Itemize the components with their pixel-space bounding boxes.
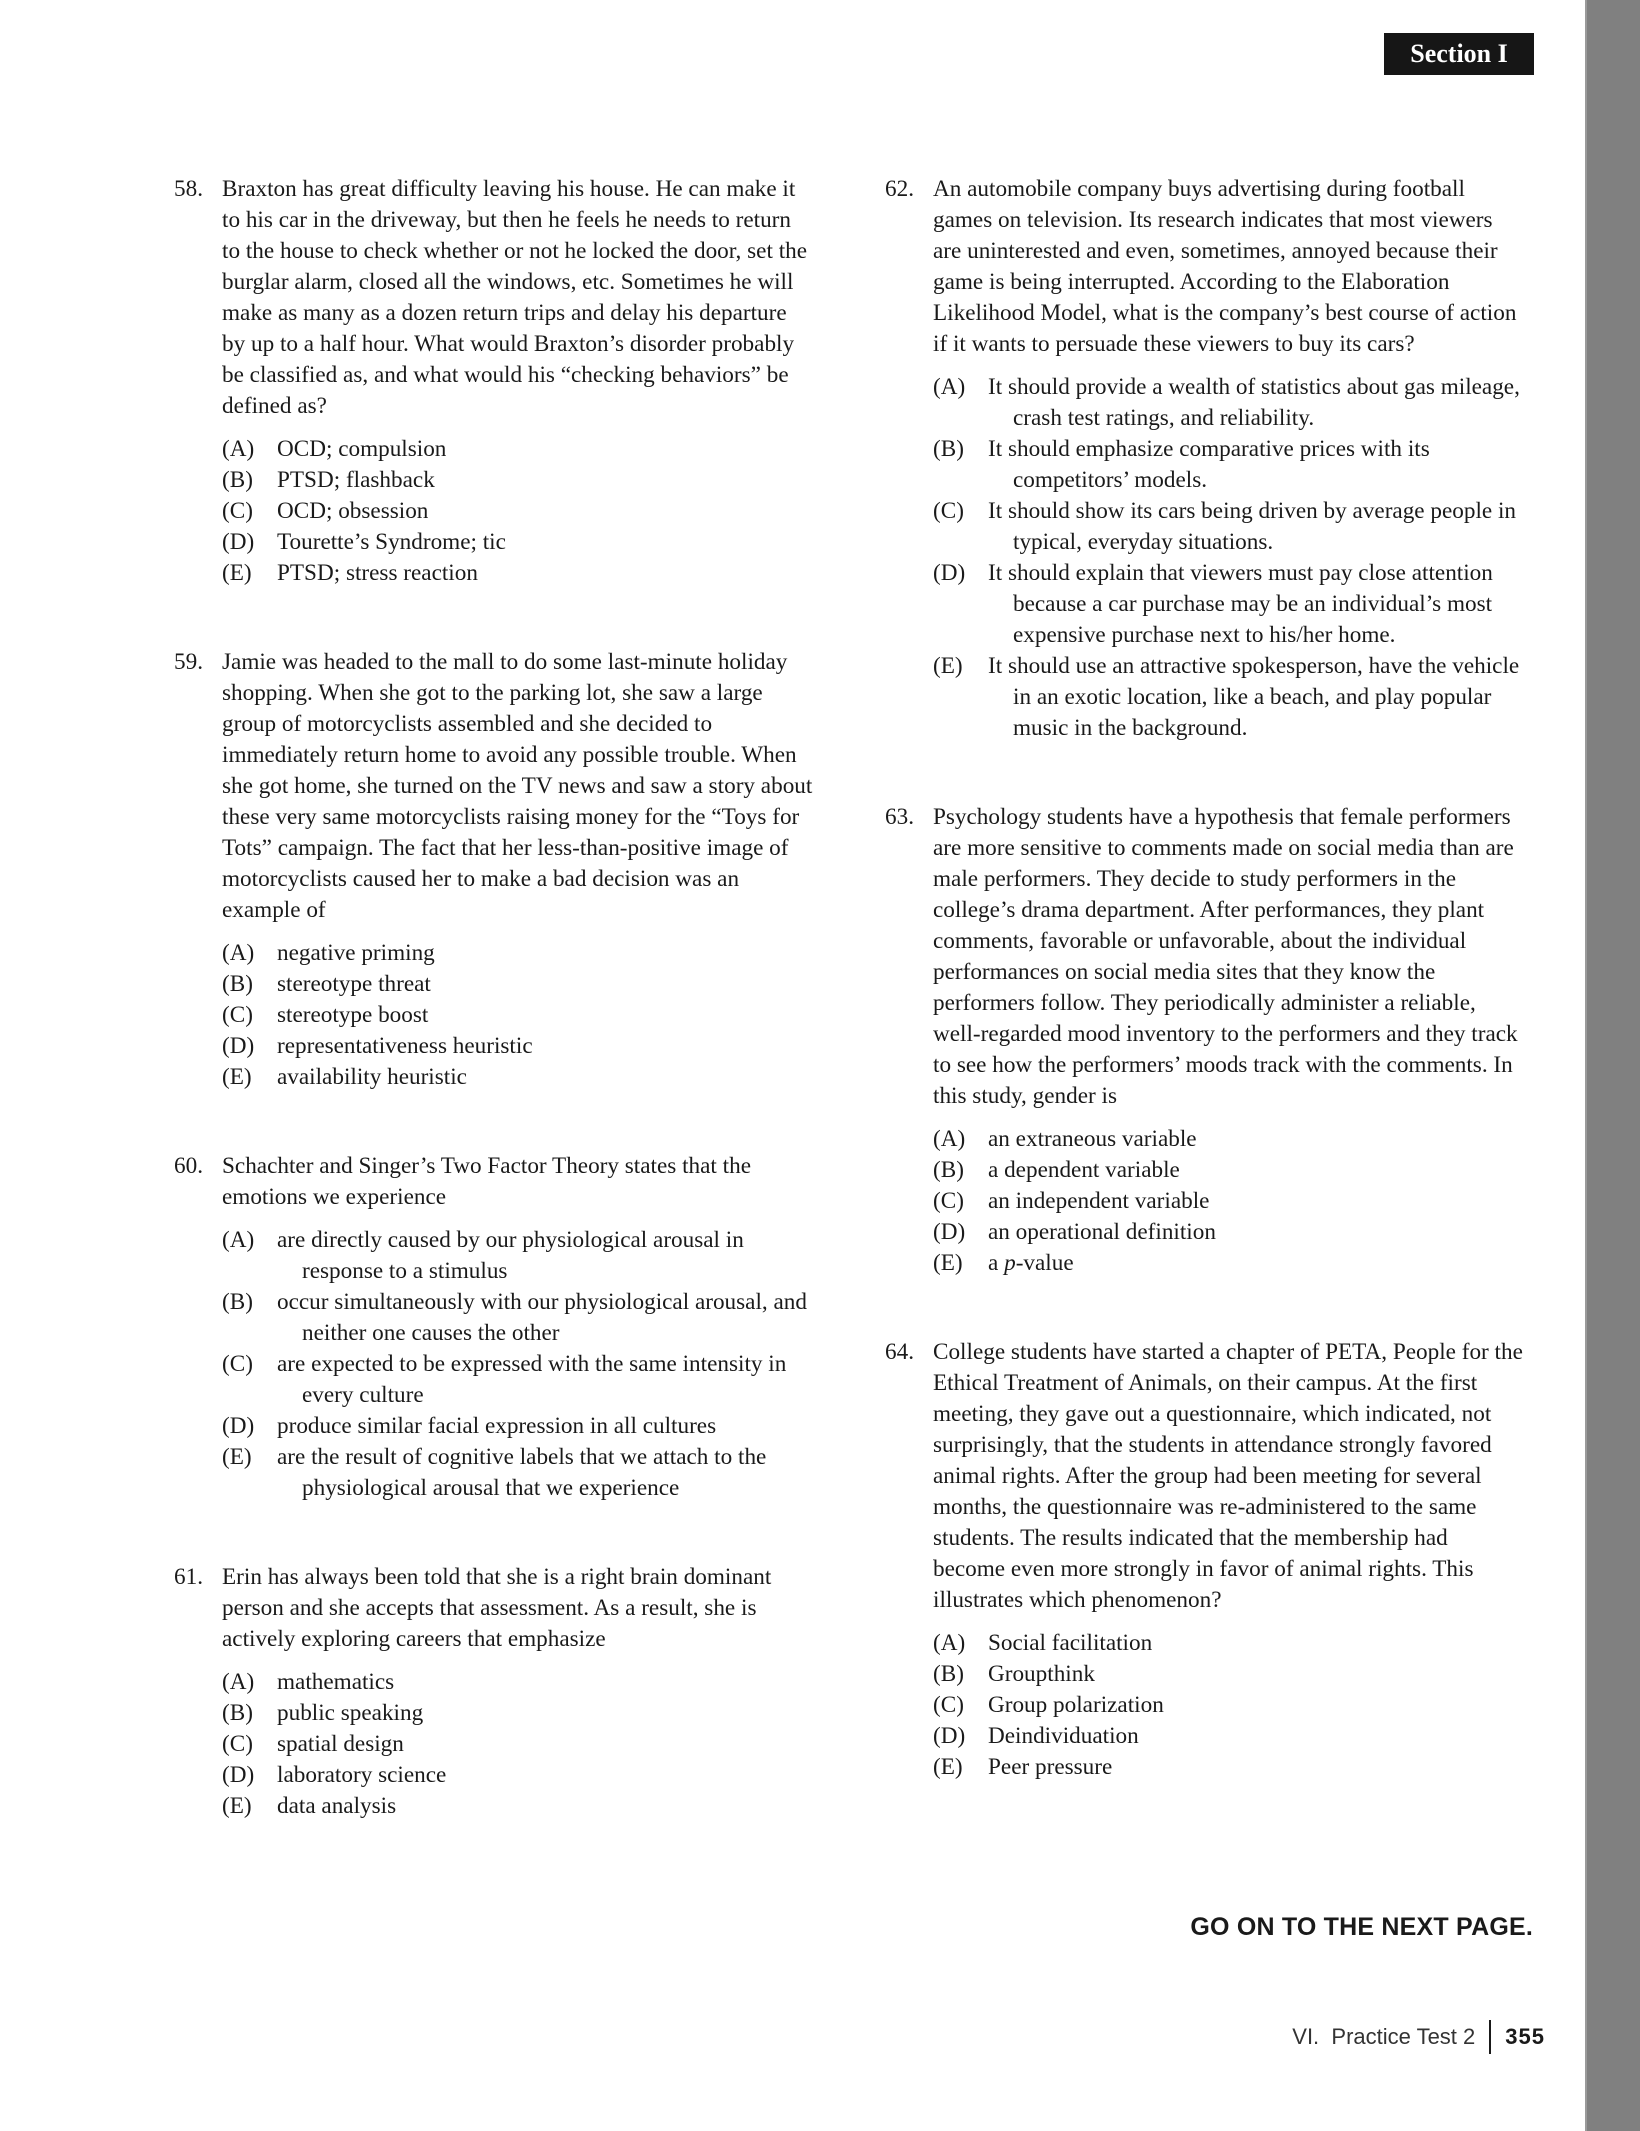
choice-text: Group polarization [988, 1692, 1164, 1718]
answer-choice-d[interactable] [222, 1031, 814, 1062]
answer-choice-c[interactable] [933, 496, 1525, 558]
answer-choices [222, 434, 814, 589]
question-64 [885, 1337, 1525, 1783]
choice-letter: (C) [933, 1692, 964, 1718]
choice-text: are directly caused by our physiological arousal in response to a stimulus [277, 1227, 744, 1284]
choice-letter: (B) [933, 436, 964, 462]
choice-text: It should explain that viewers must pay close attention because a car purchase may be an individual’s most expensive purchase next to his/her home. [988, 560, 1493, 648]
question-number: 59. [174, 649, 203, 675]
answer-choice-c[interactable] [222, 496, 814, 527]
footer-divider [1489, 2020, 1491, 2054]
answer-choice-d[interactable] [222, 527, 814, 558]
choice-letter: (B) [933, 1661, 964, 1687]
choice-text: OCD; obsession [277, 498, 429, 524]
choice-letter: (A) [222, 436, 255, 462]
choice-letter: (E) [222, 1444, 252, 1470]
choice-letter: (D) [222, 1033, 255, 1059]
choice-letter: (C) [222, 1002, 253, 1028]
question-number: 64. [885, 1339, 914, 1365]
answer-choice-b[interactable] [933, 434, 1525, 496]
choice-text: Social facilitation [988, 1630, 1153, 1656]
answer-choice-e[interactable] [933, 1248, 1525, 1279]
answer-choice-a[interactable] [222, 938, 814, 969]
choice-letter: (D) [222, 529, 255, 555]
question-number: 62. [885, 176, 914, 202]
choice-text: a dependent variable [988, 1157, 1180, 1183]
answer-choice-b[interactable] [222, 465, 814, 496]
choice-text: It should emphasize comparative prices with its competitors’ models. [988, 436, 1430, 493]
answer-choices [222, 1667, 814, 1822]
choice-letter: (B) [222, 971, 253, 997]
question-stem: College students have started a chapter of PETA, People for the Ethical Treatment of Animals, on their campus. At the first meeting, they gave out a questionnaire, which indicated, not surprisingly, that the students in attendance strongly favored animal rights. After the group had been meeting for several months, the questionnaire was re-administered to the same students. The results indicated that the membership had become even more strongly in favor of animal rights. This illustrates which phenomenon? [933, 1339, 1523, 1613]
choice-letter: (B) [933, 1157, 964, 1183]
choice-text: Peer pressure [988, 1754, 1113, 1780]
answer-choice-d[interactable] [933, 1721, 1525, 1752]
answer-choice-e[interactable] [222, 1791, 814, 1822]
answer-choice-e[interactable] [222, 1062, 814, 1093]
page-number: 355 [1505, 2024, 1545, 2049]
section-badge: Section I [1384, 33, 1534, 75]
choice-letter: (D) [222, 1413, 255, 1439]
question-stem: An automobile company buys advertising during football games on television. Its research indicates that most viewers are uninterested and even, sometimes, annoyed because their game is being interrupted. According to the Elaboration Likelihood Model, what is the company’s best course of action if it wants to persuade these viewers to buy its cars? [933, 176, 1517, 357]
question-stem: Erin has always been told that she is a right brain dominant person and she accepts that assessment. As a result, she is actively exploring careers that emphasize [222, 1564, 772, 1652]
choice-text: Groupthink [988, 1661, 1095, 1687]
left-column [174, 174, 814, 1822]
answer-choice-b[interactable] [222, 1698, 814, 1729]
answer-choice-c[interactable] [222, 1000, 814, 1031]
question-59 [174, 647, 814, 1093]
page-edge-tab [1585, 0, 1640, 2131]
choice-letter: (A) [222, 1669, 255, 1695]
answer-choices [222, 1225, 814, 1504]
choice-text: spatial design [277, 1731, 404, 1757]
answer-choice-a[interactable] [933, 1628, 1525, 1659]
choice-letter: (C) [933, 1188, 964, 1214]
choice-text: occur simultaneously with our physiological arousal, and neither one causes the other [277, 1289, 807, 1346]
choice-letter: (C) [933, 498, 964, 524]
answer-choice-e[interactable] [222, 558, 814, 589]
question-63 [885, 802, 1525, 1279]
choice-letter: (A) [933, 1630, 966, 1656]
question-number: 58. [174, 176, 203, 202]
choice-text: Deindividuation [988, 1723, 1139, 1749]
choice-letter: (A) [222, 1227, 255, 1253]
go-on-next-page-notice: GO ON TO THE NEXT PAGE. [1190, 1913, 1533, 1941]
answer-choice-e[interactable] [933, 1752, 1525, 1783]
choice-text: Tourette’s Syndrome; tic [277, 529, 506, 555]
choice-text: It should provide a wealth of statistics about gas mileage, crash test ratings, and reliability. [988, 374, 1520, 431]
choice-text: data analysis [277, 1793, 397, 1819]
question-stem: Psychology students have a hypothesis that female performers are more sensitive to comments made on social media than are male performers. They decide to study performers in the college’s drama department. After performances, they plant comments, favorable or unfavorable, about the individual performances on social media sites that they know the performers follow. They periodically administer a reliable, well-regarded mood inventory to the performers and they track to see how the performers’ moods track with the comments. In this study, gender is [933, 804, 1518, 1109]
choice-letter: (E) [222, 560, 252, 586]
choice-text: are expected to be expressed with the same intensity in every culture [277, 1351, 787, 1408]
choice-text: an operational definition [988, 1219, 1216, 1245]
choice-letter: (B) [222, 1700, 253, 1726]
choice-letter: (A) [933, 1126, 966, 1152]
question-58 [174, 174, 814, 589]
answer-choice-a[interactable] [933, 1124, 1525, 1155]
answer-choice-d[interactable] [222, 1411, 814, 1442]
choice-letter: (B) [222, 467, 253, 493]
choice-text: negative priming [277, 940, 435, 966]
answer-choice-c[interactable] [933, 1186, 1525, 1217]
answer-choice-d[interactable] [933, 558, 1525, 651]
choice-letter: (E) [933, 1250, 963, 1276]
p-symbol: p [1004, 1250, 1016, 1276]
choice-letter: (A) [933, 374, 966, 400]
answer-choices [933, 1628, 1525, 1783]
choice-text: OCD; compulsion [277, 436, 447, 462]
answer-choice-c[interactable] [933, 1690, 1525, 1721]
answer-choice-b[interactable] [222, 1287, 814, 1349]
choice-letter: (E) [933, 653, 963, 679]
choice-letter: (C) [222, 1731, 253, 1757]
choice-text: stereotype threat [277, 971, 431, 997]
answer-choice-b[interactable] [933, 1659, 1525, 1690]
choice-letter: (C) [222, 1351, 253, 1377]
choice-letter: (A) [222, 940, 255, 966]
choice-text: It should use an attractive spokesperson, have the vehicle in an exotic location, like a beach, and play popular music in the background. [988, 653, 1520, 741]
answer-choice-c[interactable] [222, 1729, 814, 1760]
choice-text: mathematics [277, 1669, 395, 1695]
answer-choices [933, 1124, 1525, 1279]
answer-choice-b[interactable] [222, 969, 814, 1000]
page-footer [1292, 2020, 1545, 2054]
choice-text: stereotype boost [277, 1002, 429, 1028]
answer-choice-a[interactable] [222, 1225, 814, 1287]
choice-letter: (E) [222, 1064, 252, 1090]
choice-letter: (E) [933, 1754, 963, 1780]
answer-choice-d[interactable] [933, 1217, 1525, 1248]
right-column [885, 174, 1525, 1783]
question-stem: Braxton has great difficulty leaving his house. He can make it to his car in the driveway, but then he feels he needs to return to the house to check whether or not he locked the door, set the burglar alarm, closed all the windows, etc. Sometimes he will make as many as a dozen return trips and delay his departure by up to a half hour. What would Braxton’s disorder probably be classified as, and what would his “checking behaviors” be defined as? [222, 176, 808, 419]
question-60 [174, 1151, 814, 1504]
choice-text: an independent variable [988, 1188, 1210, 1214]
choice-text [988, 1248, 1525, 1279]
question-stem: Jamie was headed to the mall to do some last-minute holiday shopping. When she got to the parking lot, she saw a large group of motorcyclists assembled and she decided to immediately return home to avoid any possible trouble. When she got home, she turned on the TV news and saw a story about these very same motorcyclists raising money for the “Toys for Tots” campaign. The fact that her less-than-positive image of motorcyclists caused her to make a bad decision was an example of [222, 649, 813, 923]
choice-text-suffix: -value [1015, 1250, 1074, 1276]
choice-text: It should show its cars being driven by average people in typical, everyday situations. [988, 498, 1517, 555]
answer-choice-a[interactable] [933, 372, 1525, 434]
answer-choice-d[interactable] [222, 1760, 814, 1791]
choice-letter: (D) [933, 560, 966, 586]
choice-letter: (C) [222, 498, 253, 524]
answer-choice-a[interactable] [222, 1667, 814, 1698]
question-number: 63. [885, 804, 914, 830]
choice-letter: (B) [222, 1289, 253, 1315]
choice-letter: (D) [933, 1723, 966, 1749]
choice-letter: (E) [222, 1793, 252, 1819]
choice-text: laboratory science [277, 1762, 447, 1788]
answer-choice-b[interactable] [933, 1155, 1525, 1186]
choice-text: are the result of cognitive labels that we attach to the physiological arousal that we experience [277, 1444, 767, 1501]
choice-text: representativeness heuristic [277, 1033, 533, 1059]
choice-text-prefix: a [988, 1250, 1005, 1276]
question-number: 60. [174, 1153, 203, 1179]
question-62 [885, 174, 1525, 744]
answer-choice-e[interactable] [933, 651, 1525, 744]
choice-text: public speaking [277, 1700, 424, 1726]
answer-choice-e[interactable] [222, 1442, 814, 1504]
question-61 [174, 1562, 814, 1822]
footer-chapter-label: VI. Practice Test 2 [1292, 2024, 1476, 2049]
choice-letter: (D) [222, 1762, 255, 1788]
choice-text: produce similar facial expression in all cultures [277, 1413, 717, 1439]
choice-text: PTSD; flashback [277, 467, 435, 493]
answer-choice-c[interactable] [222, 1349, 814, 1411]
answer-choice-a[interactable] [222, 434, 814, 465]
choice-text: an extraneous variable [988, 1126, 1197, 1152]
choice-letter: (D) [933, 1219, 966, 1245]
answer-choices [222, 938, 814, 1093]
choice-text: PTSD; stress reaction [277, 560, 478, 586]
answer-choices [933, 372, 1525, 744]
question-number: 61. [174, 1564, 203, 1590]
choice-text: availability heuristic [277, 1064, 467, 1090]
question-stem: Schachter and Singer’s Two Factor Theory states that the emotions we experience [222, 1153, 751, 1210]
